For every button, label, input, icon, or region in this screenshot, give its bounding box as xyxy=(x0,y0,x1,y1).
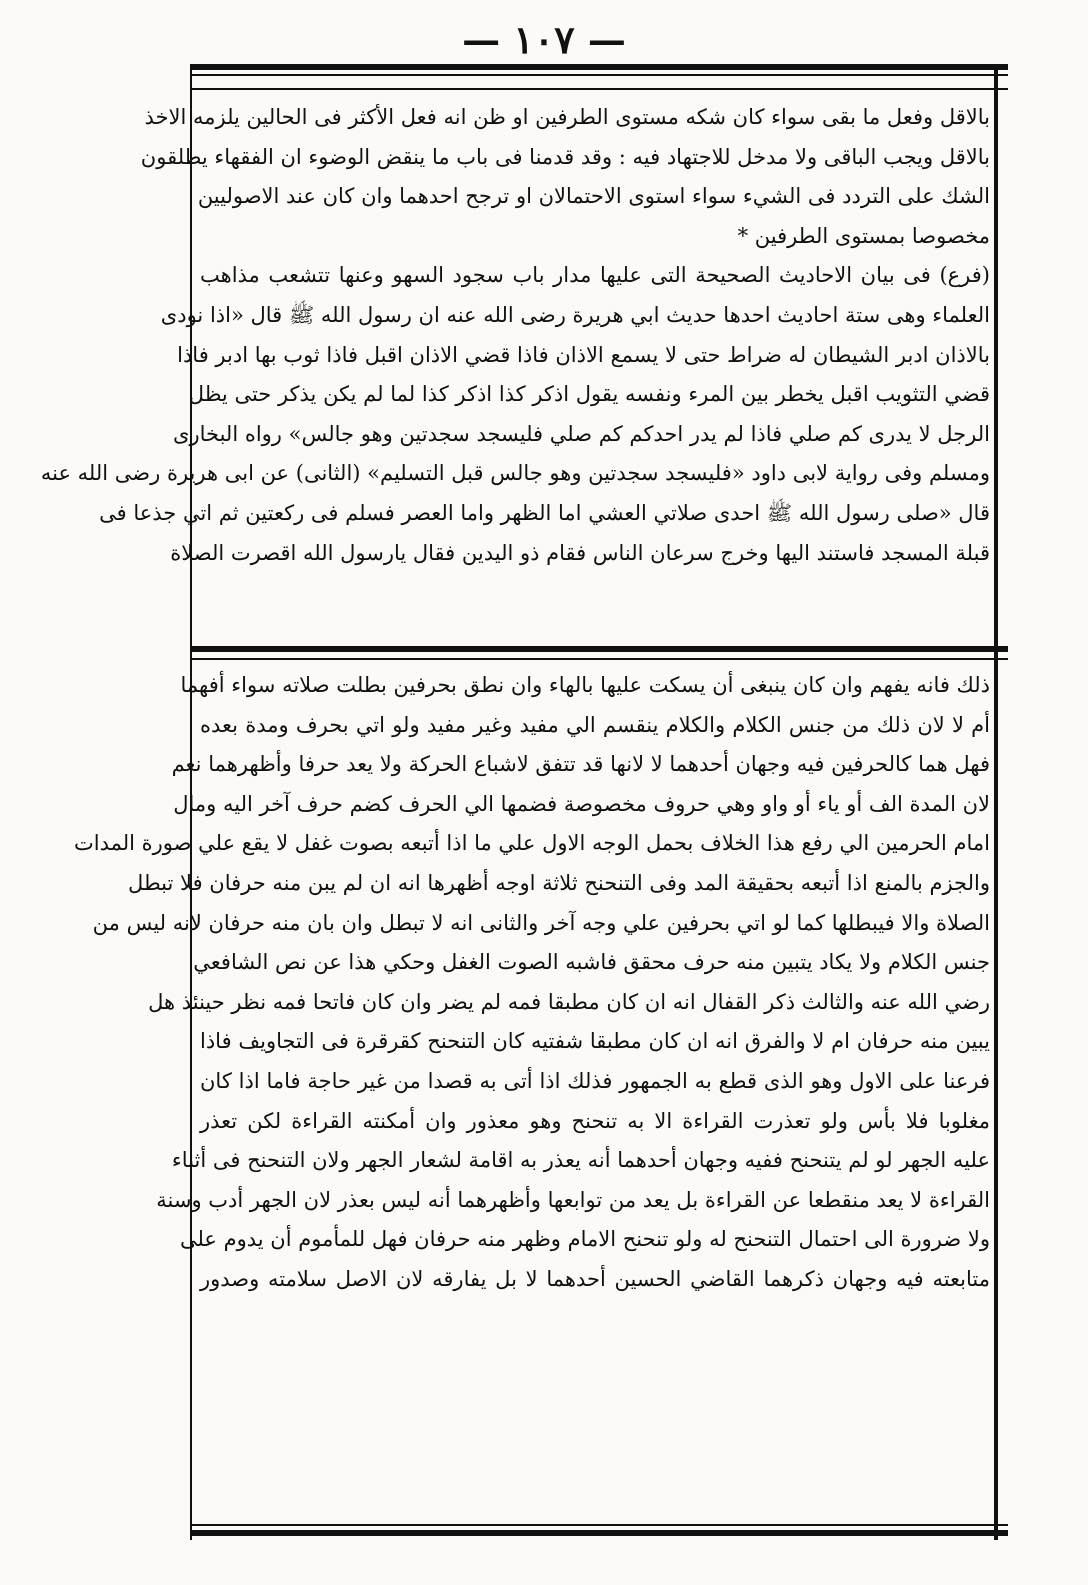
lower-text-line: فرعنا على الاول وهو الذى قطع به الجمهور فذلك اذا أتى به قصدا من غير حاجة فاما اذا كان xyxy=(200,1068,990,1093)
middle-thick-rule xyxy=(190,646,1008,652)
upper-text-line: (فرع) فى بيان الاحاديث الصحيحة التى عليها مدار باب سجود السهو وعنها تتشعب مذاهب xyxy=(200,263,990,288)
lower-text-line: والجزم بالمنع اذا أتبعه بحقيقة المد وفى التنحنح ثلاثة اوجه أظهرها انه ان لم يبن منه حرفان فلا تبطل xyxy=(128,870,990,895)
upper-text-block xyxy=(40,98,990,573)
lower-text-line: الصلاة والا فيبطلها كما لو اتي بحرفين علي وجه آخر والثانى انه لا تبطل وان بان منه حرفان لانه ليس من xyxy=(92,910,990,935)
lower-text-line: امام الحرمين الي رفع هذا الخلاف بحمل الوجه الاول علي ما اذا أتبعه بصوت غفل لا يقع علي صورة المدات xyxy=(73,831,990,856)
lower-text-line: عليه الجهر لو لم يتنحنح ففيه وجهان أحدهما أنه يعذر به اقامة لشعار الجهر ولان التنحنح فى أثناء xyxy=(171,1148,990,1173)
lower-text-line: رضي الله عنه والثالث ذكر القفال انه ان كان مطبقا فمه لم يضر وان كان فاتحا فمه نظر حينئذ هل xyxy=(148,989,990,1014)
middle-thin-rule xyxy=(190,658,1008,660)
lower-text-line: متابعته فيه وجهان ذكرهما القاضي الحسين أحدهما لا بل يفارقه لان الاصل سلامته وصدور xyxy=(200,1266,990,1291)
lower-text-line: ذلك فانه يفهم وان كان ينبغى أن يسكت عليها بالهاء وان نطق بحرفين بطلت صلاته سواء أفهما xyxy=(180,673,990,697)
upper-text-line: ومسلم وفى رواية لابى داود «فليسجد سجدتين وهو جالس قبل التسليم» (الثانى) عن ابى هريرة رضى الله عنه xyxy=(40,461,990,486)
upper-text-line: الشك على التردد فى الشيء سواء استوى الاحتمالان او ترجح احدهما وان كان عند الاصوليين xyxy=(197,184,990,209)
upper-text-line: قضي التثويب اقبل يخطر بين المرء ونفسه يقول اذكر كذا اذكر كذا لما لم يكن يذكر حتى يظل xyxy=(188,382,990,407)
lower-text-line: فهل هما كالحرفين فيه وجهان أحدهما لا لانها قد تتفق لاشباع الحركة ولا يعد حرفا وأظهرهما نعم xyxy=(171,752,990,777)
lower-text-line: مغلوبا فلا بأس ولو تعذرت القراءة الا به تنحنح وهو معذور وان أمكنته القراءة لكن تعذر xyxy=(200,1108,990,1133)
bottom-thick-rule xyxy=(190,1530,1008,1536)
lower-text-line: أم لا لان ذلك من جنس الكلام والكلام ينقسم الي مفيد وغير مفيد ولو اتي بحرف ومدة بعده xyxy=(200,712,990,737)
upper-text-line: العلماء وهى ستة احاديث احدها حديث ابي هريرة رضى الله عنه ان رسول الله ﷺ قال «اذا نودى xyxy=(160,302,990,327)
bottom-thin-rule xyxy=(190,1524,1008,1526)
lower-text-line: يبين منه حرفان ام لا والفرق انه ان كان مطبقا شفتيه كان التنحنح كقرقرة فى التجاويف فاذا xyxy=(200,1029,990,1054)
upper-text-line: مخصوصا بمستوى الطرفين * xyxy=(737,223,990,248)
lower-text-line: جنس الكلام ولا يكاد يتبين منه حرف محقق فاشبه الصوت الغفل وحكي هذا عن نص الشافعي xyxy=(193,950,990,975)
upper-text-line: بالاقل ويجب الباقى ولا مدخل للاجتهاد فيه : وقد قدمنا فى باب ما ينقض الوضوء ان الفقهاء يطلقون xyxy=(140,144,990,169)
upper-text-line: قال «صلى رسول الله ﷺ احدى صلاتي العشي اما الظهر واما العصر فسلم فى ركعتين ثم اتي جذعا فى xyxy=(99,500,990,525)
upper-text-line: الرجل لا يدرى كم صلي فاذا لم يدر احدكم كم صلي فليسجد سجدتين وهو جالس» رواه البخارى xyxy=(173,421,990,446)
lower-text-line: القراءة لا يعد منقطعا عن القراءة بل يعد من توابعها وأظهرهما أنه ليس بعذر لان الجهر أدب وسنة xyxy=(156,1187,990,1212)
upper-text-line: بالاذان ادبر الشيطان له ضراط حتى لا يسمع الاذان فاذا قضي الاذان اقبل فاذا ثوب بها ادبر فاذا xyxy=(177,342,990,367)
lower-text-block xyxy=(73,666,990,1300)
upper-text-line: قبلة المسجد فاستند اليها وخرج سرعان الناس فقام ذو اليدين فقال يارسول الله اقصرت الصلاة xyxy=(170,540,990,565)
lower-text-line: لان المدة الف أو ياء أو واو وهي حروف مخصوصة فضمها الي الحرف كضم حرف آخر اليه ومال xyxy=(173,791,990,816)
lower-text-line: ولا ضرورة الى احتمال التنحنح له ولو تنحنح الامام وظهر منه حرفان فهل للمأموم أن يدوم على xyxy=(179,1227,990,1252)
upper-text-line: بالاقل وفعل ما بقى سواء كان شكه مستوى الطرفين او ظن انه فعل الأكثر فى الحالين يلزمه الاخذ xyxy=(144,105,990,129)
page-number: — ١٠٧ — xyxy=(462,17,626,62)
